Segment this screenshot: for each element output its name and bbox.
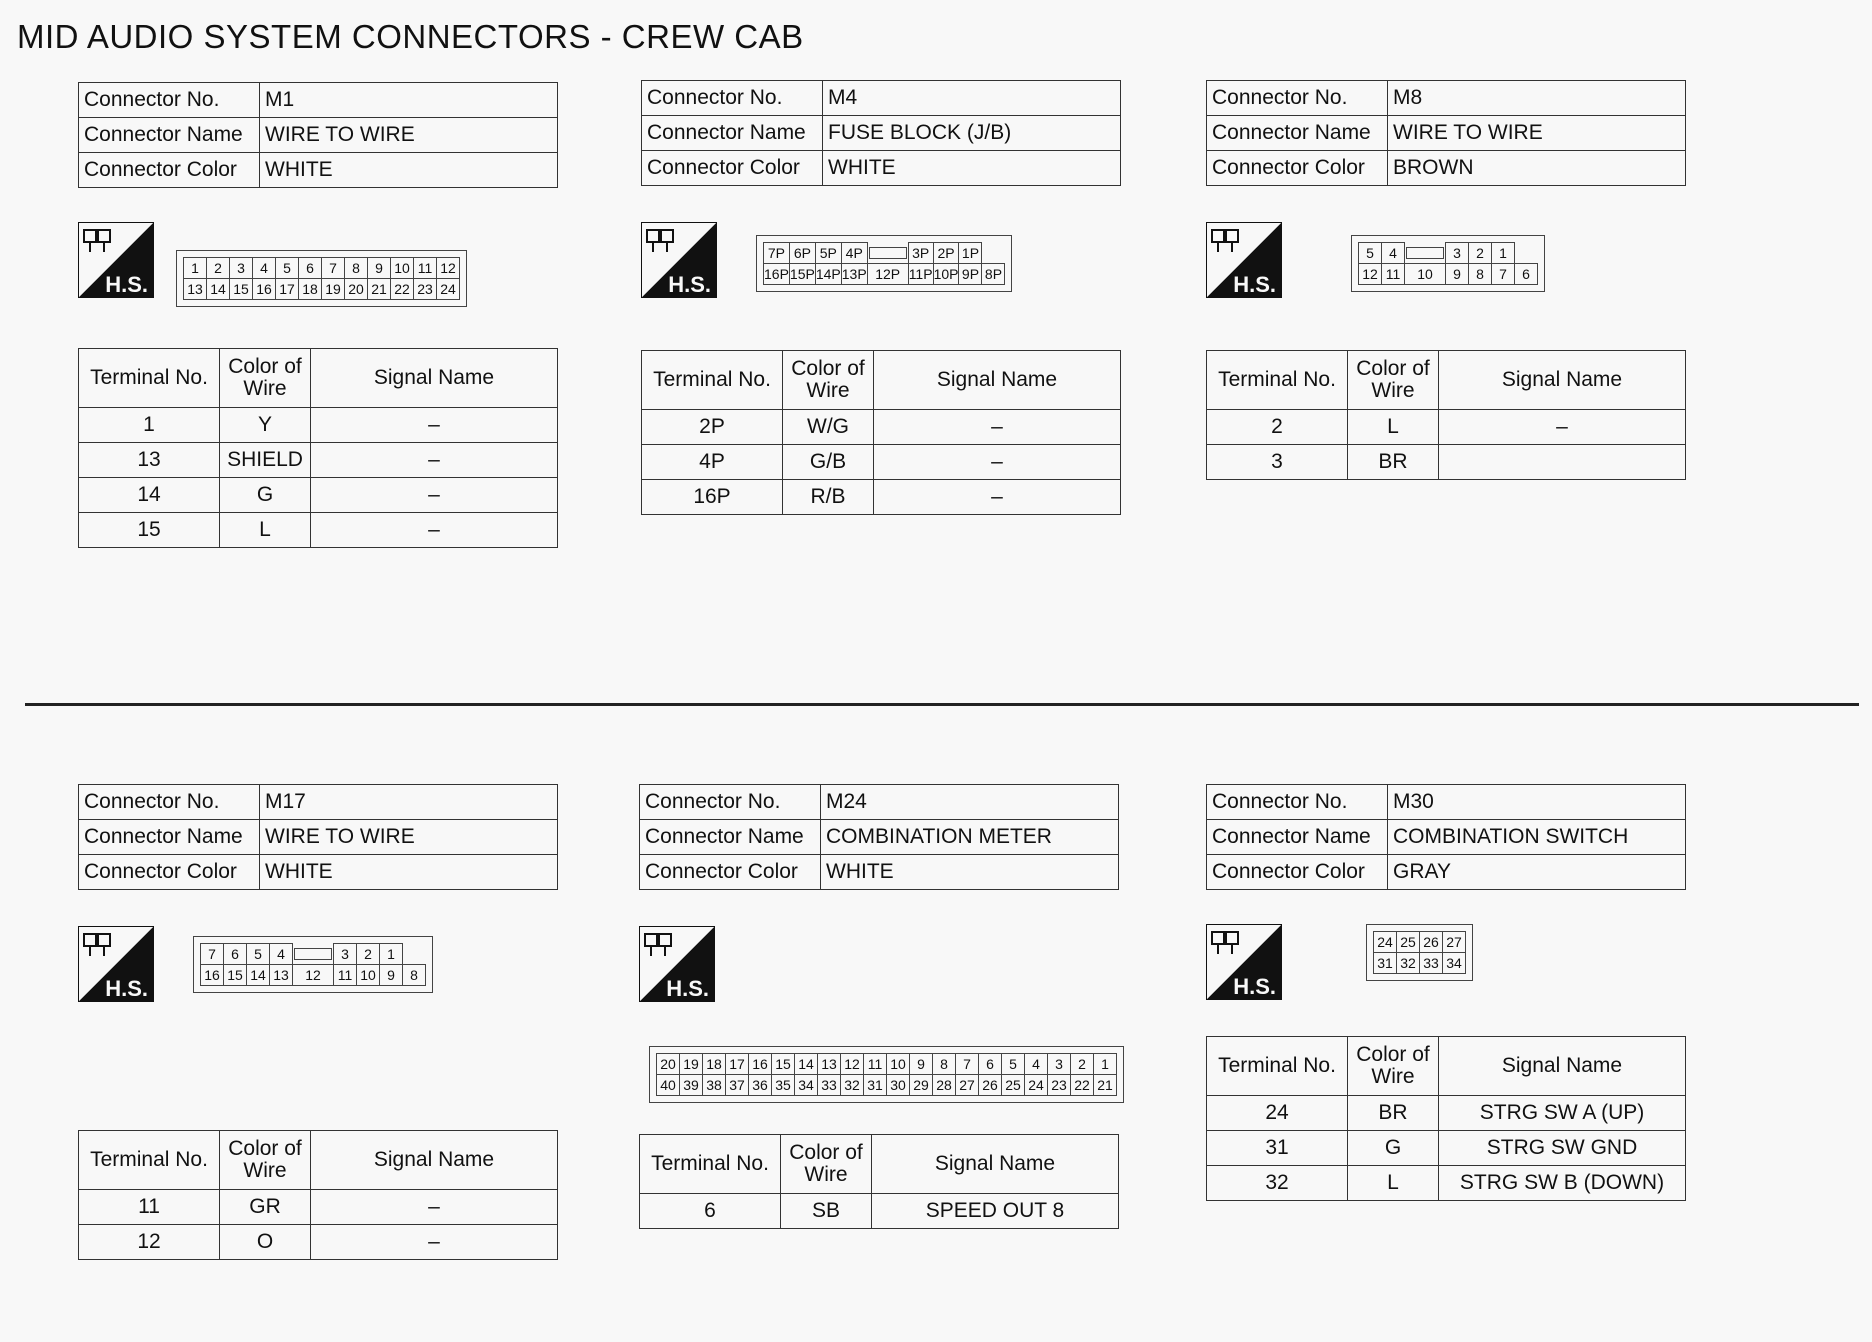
pin-cell: 7 [956, 1054, 979, 1075]
pin-cell: 12 [841, 1054, 864, 1075]
signal-name-header: Signal Name [311, 1131, 558, 1190]
signal-name-header: Signal Name [1439, 351, 1686, 410]
pin-cell: 26 [979, 1075, 1002, 1096]
connector-color-value: GRAY [1388, 855, 1686, 890]
harness-side-icon [78, 926, 154, 1002]
wire-color-cell: R/B [783, 480, 874, 515]
connector-face [756, 235, 1012, 292]
pin-cell: 18 [703, 1054, 726, 1075]
color-of-wire-header-line1: Color of [791, 356, 865, 380]
connector-no-value: M30 [1388, 785, 1686, 820]
signal-name-cell: SPEED OUT 8 [872, 1194, 1119, 1229]
connector-no-value: M8 [1388, 81, 1686, 116]
signal-name-cell: STRG SW A (UP) [1439, 1096, 1686, 1131]
wire-color-cell: L [1348, 410, 1439, 445]
pin-cell: 2P [933, 243, 959, 264]
table-row [79, 408, 558, 443]
pin-cell: 9P [959, 264, 982, 285]
pin-cell: 16 [749, 1054, 772, 1075]
pin-cell: 3P [908, 243, 933, 264]
connector-key-slot [293, 944, 334, 965]
pin-cell: 12P [867, 264, 908, 285]
connector-name-value: COMBINATION SWITCH [1388, 820, 1686, 855]
wire-color-cell: SB [781, 1194, 872, 1229]
pin-cell: 16 [253, 279, 276, 300]
pin-cell: 34 [795, 1075, 818, 1096]
signal-name-cell: – [311, 1225, 558, 1260]
pin-cell: 15 [230, 279, 253, 300]
table-row [79, 443, 558, 478]
terminal-no-cell: 11 [79, 1190, 220, 1225]
pin-cell: 32 [841, 1075, 864, 1096]
pin-cell: 4 [1025, 1054, 1048, 1075]
signal-name-cell: – [311, 513, 558, 548]
wire-color-cell: BR [1348, 1096, 1439, 1131]
color-of-wire-header-line1: Color of [1356, 356, 1430, 380]
connector-color-value: WHITE [260, 153, 558, 188]
pin-cell: 33 [818, 1075, 841, 1096]
pin-cell: 4P [841, 243, 867, 264]
pin-cell: 10 [887, 1054, 910, 1075]
connector-block-m1 [78, 82, 638, 602]
pin-cell: 22 [1071, 1075, 1094, 1096]
pin-cell: 12 [437, 258, 460, 279]
terminal-table [78, 348, 558, 548]
connector-name-value: COMBINATION METER [821, 820, 1119, 855]
table-row [1207, 1096, 1686, 1131]
pin-cell: 14 [795, 1054, 818, 1075]
connector-face [649, 1046, 1124, 1103]
connector-name-value: FUSE BLOCK (J/B) [823, 116, 1121, 151]
terminal-no-cell: 13 [79, 443, 220, 478]
wire-color-cell: Y [220, 408, 311, 443]
section-divider [25, 703, 1859, 706]
color-of-wire-header [1348, 1037, 1439, 1096]
pin-cell: 11 [334, 965, 357, 986]
pin-cell: 10 [1405, 264, 1446, 285]
pin-cell: 24 [1374, 932, 1397, 953]
signal-name-cell: – [874, 445, 1121, 480]
hs-label: H.S. [1233, 974, 1276, 999]
pin-cell: 11 [414, 258, 437, 279]
pin-cell: 15P [789, 264, 815, 285]
table-row [1207, 1131, 1686, 1166]
pin-cell: 25 [1397, 932, 1420, 953]
signal-name-cell: – [1439, 410, 1686, 445]
pin-cell: 33 [1420, 953, 1443, 974]
terminal-no-cell: 12 [79, 1225, 220, 1260]
hs-label: H.S. [1233, 272, 1276, 297]
signal-name-cell: – [311, 443, 558, 478]
pin-cell: 18 [299, 279, 322, 300]
pin-cell: 40 [657, 1075, 680, 1096]
connector-name-label: Connector Name [640, 820, 821, 855]
pin-cell: 27 [1443, 932, 1466, 953]
pin-cell: 24 [437, 279, 460, 300]
harness-side-icon [639, 926, 715, 1002]
connector-key-slot [867, 243, 908, 264]
terminal-no-cell: 14 [79, 478, 220, 513]
connector-name-value: WIRE TO WIRE [260, 118, 558, 153]
connector-no-label: Connector No. [640, 785, 821, 820]
signal-name-cell: STRG SW GND [1439, 1131, 1686, 1166]
terminal-no-cell: 2P [642, 410, 783, 445]
connector-name-label: Connector Name [79, 118, 260, 153]
table-row [79, 478, 558, 513]
signal-name-cell: – [874, 480, 1121, 515]
pin-cell: 7 [322, 258, 345, 279]
pin-cell: 1 [1094, 1054, 1117, 1075]
signal-name-header: Signal Name [311, 349, 558, 408]
pin-cell: 5 [276, 258, 299, 279]
pin-cell: 29 [910, 1075, 933, 1096]
pin-cell: 13 [270, 965, 293, 986]
terminal-no-cell: 2 [1207, 410, 1348, 445]
terminal-table [639, 1134, 1119, 1229]
pin-cell: 17 [276, 279, 299, 300]
connector-info-table [639, 784, 1119, 890]
connector-color-label: Connector Color [1207, 151, 1388, 186]
signal-name-cell: – [311, 1190, 558, 1225]
page-title: MID AUDIO SYSTEM CONNECTORS - CREW CAB [17, 18, 804, 55]
pin-cell: 8P [982, 264, 1005, 285]
hs-label: H.S. [668, 272, 711, 297]
pin-cell: 5 [1359, 243, 1382, 264]
terminal-no-header: Terminal No. [79, 349, 220, 408]
wire-color-cell: L [220, 513, 311, 548]
pin-cell: 11 [1382, 264, 1405, 285]
pin-cell: 7 [1492, 264, 1515, 285]
pin-cell: 15 [224, 965, 247, 986]
connector-face [176, 250, 467, 307]
connector-key-slot [1405, 243, 1446, 264]
wire-color-cell: SHIELD [220, 443, 311, 478]
color-of-wire-header-line2: Wire [1371, 1065, 1415, 1088]
color-of-wire-header-line1: Color of [228, 1136, 302, 1160]
pin-cell: 23 [1048, 1075, 1071, 1096]
signal-name-cell [1439, 445, 1686, 480]
connector-face [1366, 924, 1473, 981]
connector-no-label: Connector No. [1207, 81, 1388, 116]
connector-info-table [1206, 80, 1686, 186]
terminal-no-cell: 6 [640, 1194, 781, 1229]
table-row [1207, 410, 1686, 445]
pin-cell: 1 [1492, 243, 1515, 264]
terminal-no-cell: 31 [1207, 1131, 1348, 1166]
color-of-wire-header [220, 1131, 311, 1190]
pin-cell: 2 [1469, 243, 1492, 264]
wire-color-cell: L [1348, 1166, 1439, 1201]
pin-cell: 21 [368, 279, 391, 300]
table-row [640, 1194, 1119, 1229]
connector-block-m8 [1206, 80, 1766, 600]
wire-color-cell: GR [220, 1190, 311, 1225]
pin-cell: 9 [368, 258, 391, 279]
color-of-wire-header [220, 349, 311, 408]
pin-cell: 5P [815, 243, 841, 264]
pin-cell: 13 [818, 1054, 841, 1075]
pin-cell: 8 [1469, 264, 1492, 285]
harness-side-icon [1206, 924, 1282, 1000]
connector-face [1351, 235, 1545, 292]
pin-cell: 3 [334, 944, 357, 965]
pin-cell: 3 [1446, 243, 1469, 264]
pin-cell: 21 [1094, 1075, 1117, 1096]
pin-cell: 1 [184, 258, 207, 279]
pin-cell: 22 [391, 279, 414, 300]
color-of-wire-header-line2: Wire [243, 1159, 287, 1182]
hs-label: H.S. [105, 976, 148, 1001]
pin-cell: 7 [201, 944, 224, 965]
connector-key [294, 948, 332, 960]
hs-label: H.S. [666, 976, 709, 1001]
connector-no-label: Connector No. [1207, 785, 1388, 820]
pin-cell: 9 [380, 965, 403, 986]
connector-color-label: Connector Color [1207, 855, 1388, 890]
pin-cell: 10 [357, 965, 380, 986]
pin-cell: 31 [864, 1075, 887, 1096]
pin-cell: 37 [726, 1075, 749, 1096]
pin-cell: 20 [657, 1054, 680, 1075]
connector-no-value: M1 [260, 83, 558, 118]
pin-cell: 5 [1002, 1054, 1025, 1075]
pin-cell: 39 [680, 1075, 703, 1096]
wire-color-cell: G/B [783, 445, 874, 480]
pin-cell: 14P [815, 264, 841, 285]
pin-cell: 9 [910, 1054, 933, 1075]
connector-block-m17 [78, 784, 638, 1304]
pin-cell: 8 [345, 258, 368, 279]
terminal-no-cell: 4P [642, 445, 783, 480]
terminal-table [1206, 1036, 1686, 1201]
pin-cell: 30 [887, 1075, 910, 1096]
pin-cell: 19 [680, 1054, 703, 1075]
harness-side-icon [641, 222, 717, 298]
terminal-no-cell: 16P [642, 480, 783, 515]
connector-face [193, 936, 433, 993]
terminal-no-header: Terminal No. [642, 351, 783, 410]
pin-cell: 13P [841, 264, 867, 285]
pin-cell: 12 [1359, 264, 1382, 285]
harness-side-icon [78, 222, 154, 298]
pin-cell: 7P [764, 243, 790, 264]
pin-cell: 9 [1446, 264, 1469, 285]
pin-cell: 1P [959, 243, 982, 264]
wire-color-cell: G [1348, 1131, 1439, 1166]
connector-no-label: Connector No. [79, 785, 260, 820]
pin-cell: 6 [979, 1054, 1002, 1075]
table-row [1207, 1166, 1686, 1201]
terminal-table [78, 1130, 558, 1260]
connector-name-label: Connector Name [1207, 820, 1388, 855]
pin-cell: 34 [1443, 953, 1466, 974]
color-of-wire-header-line1: Color of [228, 354, 302, 378]
signal-name-cell: – [311, 478, 558, 513]
connector-no-value: M4 [823, 81, 1121, 116]
pin-cell: 2 [207, 258, 230, 279]
pin-cell: 4 [1382, 243, 1405, 264]
pin-cell: 10 [391, 258, 414, 279]
pin-cell: 15 [772, 1054, 795, 1075]
connector-color-label: Connector Color [79, 153, 260, 188]
pin-cell: 31 [1374, 953, 1397, 974]
pin-cell: 6 [1515, 264, 1538, 285]
pin-cell: 6 [224, 944, 247, 965]
pin-cell: 19 [322, 279, 345, 300]
pin-cell: 11 [864, 1054, 887, 1075]
connector-block-m30 [1206, 784, 1766, 1304]
wire-color-cell: G [220, 478, 311, 513]
table-row [79, 1190, 558, 1225]
terminal-no-cell: 3 [1207, 445, 1348, 480]
connector-info-table [78, 82, 558, 188]
pin-cell: 2 [357, 944, 380, 965]
pin-cell: 3 [230, 258, 253, 279]
signal-name-header: Signal Name [872, 1135, 1119, 1194]
pin-cell: 6P [789, 243, 815, 264]
wire-color-cell: O [220, 1225, 311, 1260]
pin-cell: 35 [772, 1075, 795, 1096]
color-of-wire-header-line2: Wire [806, 379, 850, 402]
pin-cell: 14 [207, 279, 230, 300]
pin-cell: 4 [253, 258, 276, 279]
signal-name-header: Signal Name [874, 351, 1121, 410]
connector-name-label: Connector Name [79, 820, 260, 855]
connector-color-value: WHITE [260, 855, 558, 890]
terminal-no-header: Terminal No. [1207, 1037, 1348, 1096]
pin-cell: 24 [1025, 1075, 1048, 1096]
connector-color-label: Connector Color [640, 855, 821, 890]
terminal-table [1206, 350, 1686, 480]
pin-cell: 36 [749, 1075, 772, 1096]
connector-info-table [1206, 784, 1686, 890]
table-row [79, 1225, 558, 1260]
terminal-no-header: Terminal No. [79, 1131, 220, 1190]
color-of-wire-header-line1: Color of [1356, 1042, 1430, 1066]
pin-cell: 8 [933, 1054, 956, 1075]
color-of-wire-header [1348, 351, 1439, 410]
wire-color-cell: BR [1348, 445, 1439, 480]
connector-no-label: Connector No. [79, 83, 260, 118]
signal-name-header: Signal Name [1439, 1037, 1686, 1096]
pin-cell: 38 [703, 1075, 726, 1096]
terminal-no-header: Terminal No. [1207, 351, 1348, 410]
connector-key [1406, 247, 1444, 259]
pin-cell: 1 [380, 944, 403, 965]
color-of-wire-header [781, 1135, 872, 1194]
connector-color-value: BROWN [1388, 151, 1686, 186]
terminal-no-cell: 32 [1207, 1166, 1348, 1201]
connector-name-value: WIRE TO WIRE [260, 820, 558, 855]
table-row [642, 410, 1121, 445]
connector-key [869, 247, 907, 259]
pin-cell: 8 [403, 965, 426, 986]
pin-cell: 27 [956, 1075, 979, 1096]
terminal-no-cell: 24 [1207, 1096, 1348, 1131]
pin-cell: 17 [726, 1054, 749, 1075]
pin-cell: 4 [270, 944, 293, 965]
pin-cell: 14 [247, 965, 270, 986]
color-of-wire-header-line2: Wire [243, 377, 287, 400]
color-of-wire-header-line1: Color of [789, 1140, 863, 1164]
pin-cell: 11P [908, 264, 933, 285]
signal-name-cell: STRG SW B (DOWN) [1439, 1166, 1686, 1201]
pin-cell: 25 [1002, 1075, 1025, 1096]
pin-cell: 28 [933, 1075, 956, 1096]
table-row [79, 513, 558, 548]
terminal-no-cell: 1 [79, 408, 220, 443]
pin-cell: 5 [247, 944, 270, 965]
terminal-no-cell: 15 [79, 513, 220, 548]
connector-color-value: WHITE [823, 151, 1121, 186]
connector-name-value: WIRE TO WIRE [1388, 116, 1686, 151]
signal-name-cell: – [311, 408, 558, 443]
table-row [642, 480, 1121, 515]
hs-label: H.S. [105, 272, 148, 297]
terminal-no-header: Terminal No. [640, 1135, 781, 1194]
connector-block-m24 [639, 784, 1199, 1304]
connector-info-table [78, 784, 558, 890]
color-of-wire-header-line2: Wire [1371, 379, 1415, 402]
wire-color-cell: W/G [783, 410, 874, 445]
pin-cell: 13 [184, 279, 207, 300]
pin-cell: 12 [293, 965, 334, 986]
table-row [1207, 445, 1686, 480]
table-row [642, 445, 1121, 480]
pin-cell: 32 [1397, 953, 1420, 974]
connector-color-value: WHITE [821, 855, 1119, 890]
connector-name-label: Connector Name [642, 116, 823, 151]
connector-no-label: Connector No. [642, 81, 823, 116]
connector-name-label: Connector Name [1207, 116, 1388, 151]
color-of-wire-header-line2: Wire [804, 1163, 848, 1186]
connector-no-value: M17 [260, 785, 558, 820]
pin-cell: 3 [1048, 1054, 1071, 1075]
pin-cell: 16P [764, 264, 790, 285]
connector-info-table [641, 80, 1121, 186]
signal-name-cell: – [874, 410, 1121, 445]
pin-cell: 10P [933, 264, 959, 285]
pin-cell: 6 [299, 258, 322, 279]
connector-no-value: M24 [821, 785, 1119, 820]
pin-cell: 26 [1420, 932, 1443, 953]
color-of-wire-header [783, 351, 874, 410]
terminal-table [641, 350, 1121, 515]
pin-cell: 23 [414, 279, 437, 300]
pin-cell: 20 [345, 279, 368, 300]
pin-cell: 2 [1071, 1054, 1094, 1075]
connector-color-label: Connector Color [642, 151, 823, 186]
pin-cell: 16 [201, 965, 224, 986]
harness-side-icon [1206, 222, 1282, 298]
connector-color-label: Connector Color [79, 855, 260, 890]
connector-block-m4 [641, 80, 1201, 600]
